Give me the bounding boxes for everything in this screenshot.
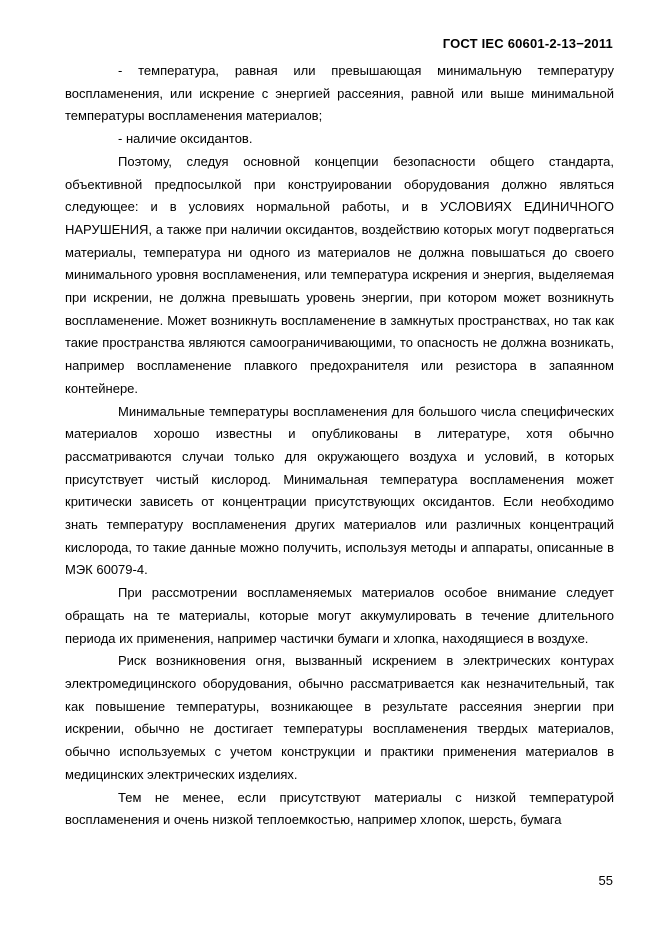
paragraph-flammable-materials: При рассмотрении воспламеняемых материалов особое внимание следует обращать на те материалы, которые могут аккумулировать в течение длительного периода их применения, например частички бумаги и хлопка, находящиеся в воздухе.	[65, 585, 614, 646]
document-body	[65, 60, 614, 832]
paragraph-spark-risk: Риск возникновения огня, вызванный искрением в электрических контурах электромедицинского оборудования, обычно рассматривается как незначительный, так как повышение температуры, возникающее в результате рассеяния энергии при искрении, обычно не достигает температуры воспламенения твердых материалов, обычно используемых с учетом конструкции и практики применения материалов в медицинских электрических изделиях.	[65, 653, 614, 782]
paragraph-safety-concept: Поэтому, следуя основной концепции безопасности общего стандарта, объективной предпосылкой при конструировании оборудования должно являться следующее: и в условиях нормальной работы, и в УСЛОВИЯХ ЕДИНИЧНОГО НАРУШЕНИЯ, а также при наличии оксидантов, воздействию которых могут подвергаться материалы, температура ни одного из материалов не должна повышаться до своего минимального уровня воспламенения, или температура искрения и энергия, выделяемая при искрении, не должна превышать уровень энергии, при котором может возникнуть воспламенение. Может возникнуть воспламенение в замкнутых пространствах, но так как такие пространства являются самоограничивающими, то опасность не должна возникать, например воспламенение плавкого предохранителя или резистора в запаянном контейнере.	[65, 153, 614, 396]
page-number: 55	[598, 873, 613, 888]
paragraph-low-ignition-materials: Тем не менее, если присутствуют материалы с низкой температурой воспламенения и очень низкой теплоемкостью, например хлопок, шерсть, бумага	[65, 789, 614, 828]
paragraph-dash-temperature: - температура, равная или превышающая минимальную температуру воспламенения, или искрение с энергией рассеяния, равной или выше минимальной температуры воспламенения материалов;	[65, 63, 614, 124]
document-header: ГОСТ IEC 60601-2-13−2011	[442, 36, 613, 51]
paragraph-min-ignition-temperatures: Минимальные температуры воспламенения для большого числа специфических материалов хорошо известны и опубликованы в литературе, хотя обычно рассматриваются случаи только для окружающего воздуха и условий, в которых присутствует чистый кислород. Минимальная температура воспламенения может критически зависеть от концентрации присутствующих оксидантов. Если необходимо знать температуру воспламенения других материалов или различных концентраций кислорода, то такие данные можно получить, используя методы и аппараты, описанные в МЭК 60079-4.	[65, 403, 614, 578]
paragraph-dash-oxidants: - наличие оксидантов.	[118, 131, 253, 147]
